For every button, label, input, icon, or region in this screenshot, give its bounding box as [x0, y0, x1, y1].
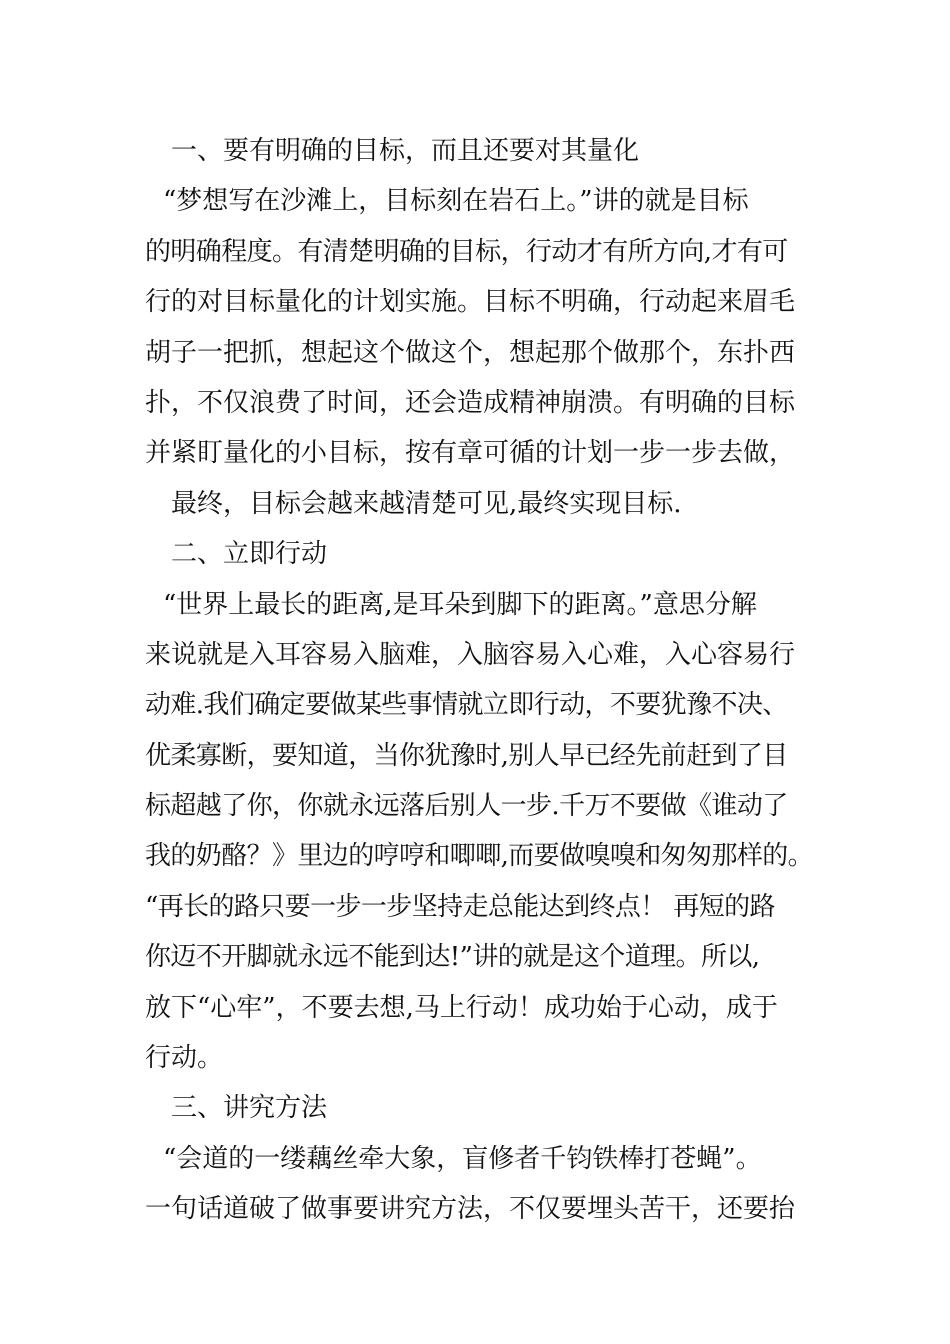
paragraph-line: 的明确程度。有清楚明确的目标，行动才有所方向,才有可 [145, 236, 788, 267]
paragraph-line: 一句话道破了做事要讲究方法，不仅要埋头苦干，还要抬 [145, 1194, 796, 1225]
paragraph-line: 最终，目标会越来越清楚可见,最终实现目标. [171, 488, 682, 519]
section-heading-1: 一、要有明确的目标，而且还要对其量化 [171, 136, 640, 166]
paragraph-line: 标超越了你，你就永远落后别人一步.千万不要做《谁动了 [145, 791, 788, 822]
paragraph-line: 动难.我们确定要做某些事情就立即行动，不要犹豫不决、 [145, 690, 788, 721]
paragraph-line: “世界上最长的距离,是耳朵到脚下的距离。”意思分解 [163, 589, 757, 620]
document-body [145, 126, 815, 1235]
paragraph-line: 行动。 [145, 1043, 224, 1074]
paragraph-line: 胡子一把抓，想起这个做这个，想起那个做那个，东扑西 [145, 337, 796, 368]
paragraph-line: “梦想写在沙滩上，目标刻在岩石上。”讲的就是目标 [163, 186, 749, 217]
section-heading-2: 二、立即行动 [171, 539, 328, 570]
paragraph-line: 扑，不仅浪费了时间，还会造成精神崩溃。有明确的目标 [145, 387, 796, 418]
paragraph-line: 并紧盯量化的小目标，按有章可循的计划一步一步去做， [145, 438, 796, 469]
paragraph-line: 来说就是入耳容易入脑难，入脑容易入心难，入心容易行 [145, 639, 796, 670]
paragraph-line: 我的奶酪？》里边的哼哼和唧唧,而要做嗅嗅和匆匆那样的。 [145, 841, 814, 872]
paragraph-line: “会道的一缕藕丝牵大象，盲修者千钧铁棒打苍蝇”。 [163, 1143, 762, 1174]
paragraph-line: 你迈不开脚就永远不能到达!”讲的就是这个道理。所以, [145, 942, 760, 973]
paragraph-line: 放下“心牢”，不要去想,马上行动！成功始于心动，成于 [145, 992, 778, 1023]
paragraph-line: 优柔寡断，要知道，当你犹豫时,别人早已经先前赶到了目 [145, 740, 788, 771]
paragraph-line: “再长的路只要一步一步坚持走总能达到终点！ 再短的路 [145, 891, 775, 922]
section-heading-3: 三、讲究方法 [171, 1093, 328, 1124]
paragraph-line: 行的对目标量化的计划实施。目标不明确，行动起来眉毛 [145, 287, 796, 318]
